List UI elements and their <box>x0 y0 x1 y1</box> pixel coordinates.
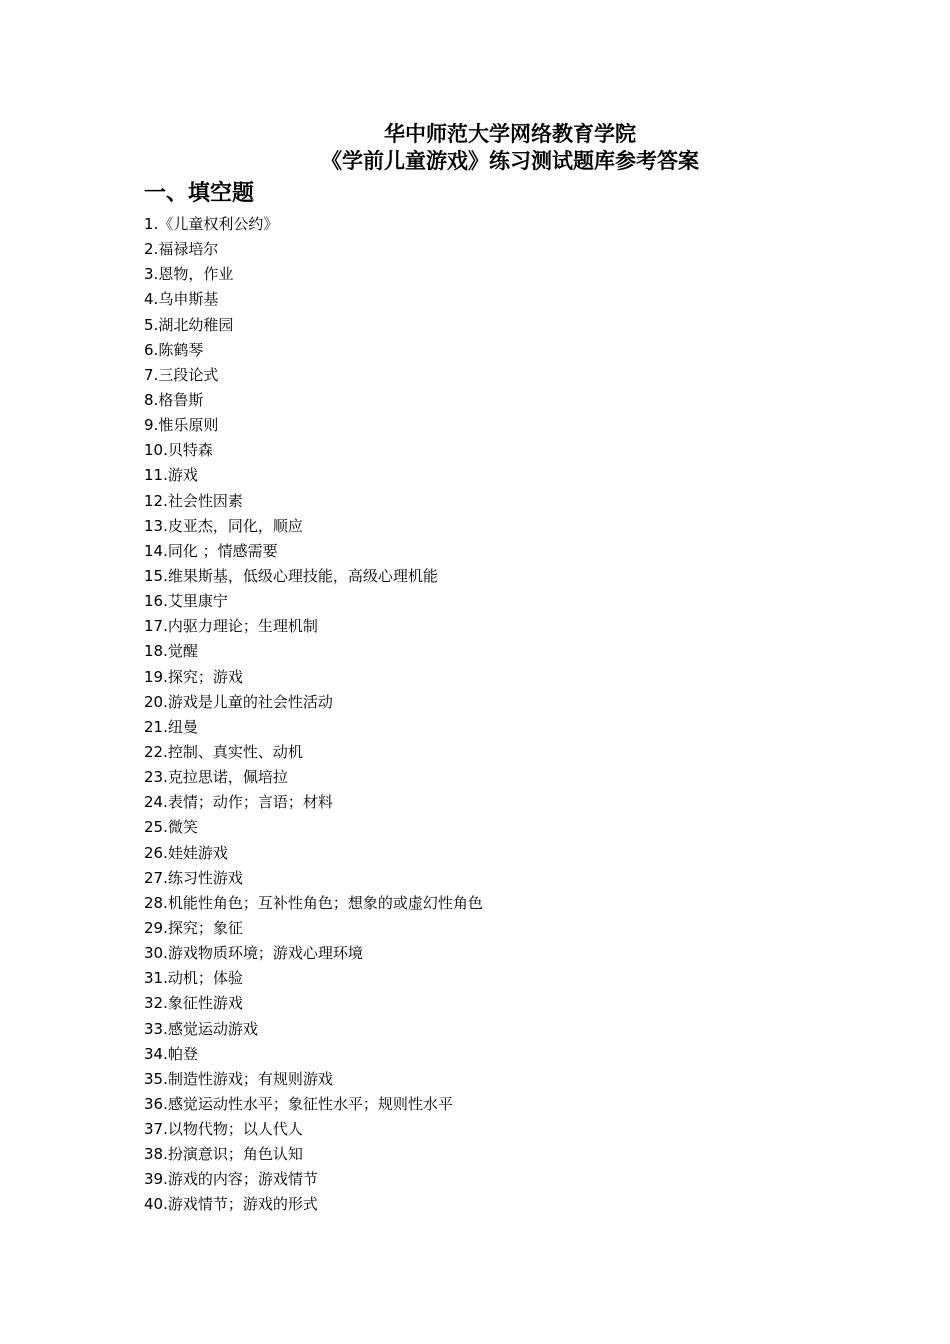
answer-text: 克拉思诺，佩培拉 <box>167 768 288 787</box>
answer-item <box>144 841 483 866</box>
answer-number: 12 . <box>144 492 168 510</box>
answer-text: 游戏是儿童的社会性活动 <box>167 692 333 711</box>
answer-text: 同化 ；情感需要 <box>167 541 278 560</box>
answer-item <box>144 1117 483 1142</box>
answer-text: 游戏物质环境；游戏心理环境 <box>167 944 363 963</box>
answer-number: 28 . <box>144 894 168 912</box>
answer-item <box>144 891 483 916</box>
answer-text: 《儿童权利公约》 <box>158 215 279 233</box>
answer-number: 14 . <box>144 542 168 560</box>
answer-item <box>144 463 483 488</box>
answer-number: 1 . <box>144 215 158 233</box>
answer-number: 9 . <box>144 416 158 434</box>
answer-item <box>144 665 483 690</box>
answer-item <box>144 866 483 891</box>
answer-number: 25 . <box>144 818 168 836</box>
answer-text: 社会性因素 <box>167 491 243 510</box>
answer-text: 练习性游戏 <box>167 868 243 887</box>
answer-number: 7 . <box>144 366 158 384</box>
answer-number: 32 . <box>144 994 168 1012</box>
answer-item <box>144 1142 483 1167</box>
answer-item <box>144 1092 483 1117</box>
answer-item <box>144 338 483 363</box>
answer-number: 39 . <box>144 1170 168 1188</box>
answer-text: 制造性游戏；有规则游戏 <box>167 1069 333 1088</box>
answer-item <box>144 212 483 237</box>
answer-text: 觉醒 <box>167 642 198 661</box>
answer-text: 皮亚杰，同化，顺应 <box>167 516 303 535</box>
answer-number: 40 . <box>144 1195 168 1213</box>
answer-text: 乌申斯基 <box>158 290 219 309</box>
answer-number: 13 . <box>144 517 168 535</box>
answer-number: 10 . <box>144 441 168 459</box>
answer-text: 惟乐原则 <box>158 416 219 435</box>
answer-text: 内驱力理论；生理机制 <box>167 617 318 636</box>
answer-number: 5 . <box>144 316 158 334</box>
answer-item <box>144 438 483 463</box>
answer-text: 湖北幼稚园 <box>158 315 234 334</box>
answer-number: 2 . <box>144 240 158 258</box>
answer-item <box>144 388 483 413</box>
answer-number: 16 . <box>144 592 168 610</box>
answer-number: 36 . <box>144 1095 168 1113</box>
answer-number: 6 . <box>144 341 158 359</box>
answer-item <box>144 514 483 539</box>
answer-number: 17 . <box>144 617 168 635</box>
answer-number: 19 . <box>144 668 168 686</box>
answer-item <box>144 413 483 438</box>
answer-text: 探究；象征 <box>167 918 243 937</box>
answer-item <box>144 966 483 991</box>
answer-text: 游戏的内容；游戏情节 <box>167 1170 318 1189</box>
answer-text: 福禄培尔 <box>158 240 219 259</box>
answer-text: 微笑 <box>167 818 198 837</box>
answer-item <box>144 715 483 740</box>
answer-item <box>144 1042 483 1067</box>
answer-text: 机能性角色；互补性角色；想象的或虚幻性角色 <box>167 893 483 912</box>
answer-number: 8 . <box>144 391 158 409</box>
answer-text: 贝特森 <box>167 441 213 460</box>
answer-item <box>144 941 483 966</box>
answer-item <box>144 363 483 388</box>
answer-list <box>144 212 483 1218</box>
answer-number: 30 . <box>144 944 168 962</box>
answer-text: 感觉运动游戏 <box>167 1019 258 1038</box>
answer-text: 游戏 <box>167 466 198 485</box>
answer-number: 23 . <box>144 768 168 786</box>
answer-number: 37 . <box>144 1120 168 1138</box>
answer-text: 格鲁斯 <box>158 390 204 409</box>
answer-text: 恩物，作业 <box>158 265 234 284</box>
answer-item <box>144 539 483 564</box>
answer-item <box>144 765 483 790</box>
answer-item <box>144 740 483 765</box>
answer-number: 38 . <box>144 1145 168 1163</box>
answer-number: 20 . <box>144 693 168 711</box>
answer-number: 3 . <box>144 265 158 283</box>
answer-item <box>144 287 483 312</box>
answer-item <box>144 589 483 614</box>
answer-number: 18 . <box>144 642 168 660</box>
answer-item <box>144 815 483 840</box>
document-title <box>0 120 950 174</box>
answer-text: 帕登 <box>167 1044 198 1063</box>
answer-item <box>144 313 483 338</box>
answer-number: 29 . <box>144 919 168 937</box>
answer-item <box>144 690 483 715</box>
answer-number: 35 . <box>144 1070 168 1088</box>
answer-number: 26 . <box>144 844 168 862</box>
answer-item <box>144 639 483 664</box>
answer-text: 表情；动作；言语；材料 <box>167 793 333 812</box>
answer-item <box>144 1017 483 1042</box>
answer-text: 感觉运动性水平；象征性水平；规则性水平 <box>167 1094 453 1113</box>
answer-item <box>144 237 483 262</box>
answer-text: 三段论式 <box>158 365 219 384</box>
title-line-institution: 华中师范大学网络教育学院 <box>384 121 636 146</box>
section-heading: 一、填空题 <box>144 181 255 206</box>
answer-number: 24 . <box>144 793 168 811</box>
answer-text: 探究；游戏 <box>167 667 243 686</box>
answer-number: 21 . <box>144 718 168 736</box>
answer-item <box>144 790 483 815</box>
answer-number: 15 . <box>144 567 168 585</box>
answer-number: 22 . <box>144 743 168 761</box>
answer-text: 控制、真实性、动机 <box>167 742 303 761</box>
answer-text: 象征性游戏 <box>167 994 243 1013</box>
answer-item <box>144 916 483 941</box>
answer-item <box>144 614 483 639</box>
answer-item <box>144 991 483 1016</box>
answer-text: 艾里康宁 <box>167 592 228 611</box>
answer-item <box>144 1192 483 1217</box>
answer-text: 以物代物；以人代人 <box>167 1120 303 1139</box>
answer-item <box>144 564 483 589</box>
answer-number: 27 . <box>144 869 168 887</box>
answer-text: 娃娃游戏 <box>167 843 228 862</box>
answer-number: 4 . <box>144 290 158 308</box>
answer-number: 33 . <box>144 1020 168 1038</box>
answer-number: 11 . <box>144 466 168 484</box>
title-line-course: 《学前儿童游戏》练习测试题库参考答案 <box>321 148 699 173</box>
answer-text: 动机；体验 <box>167 969 243 988</box>
answer-text: 陈鹤琴 <box>158 340 204 359</box>
answer-item <box>144 262 483 287</box>
answer-number: 31 . <box>144 969 168 987</box>
answer-number: 34 . <box>144 1045 168 1063</box>
answer-text: 维果斯基，低级心理技能，高级心理机能 <box>167 566 438 585</box>
answer-text: 纽曼 <box>167 717 198 736</box>
answer-item <box>144 1167 483 1192</box>
answer-text: 游戏情节；游戏的形式 <box>167 1195 318 1214</box>
answer-item <box>144 1067 483 1092</box>
answer-item <box>144 489 483 514</box>
answer-text: 扮演意识；角色认知 <box>167 1145 303 1164</box>
